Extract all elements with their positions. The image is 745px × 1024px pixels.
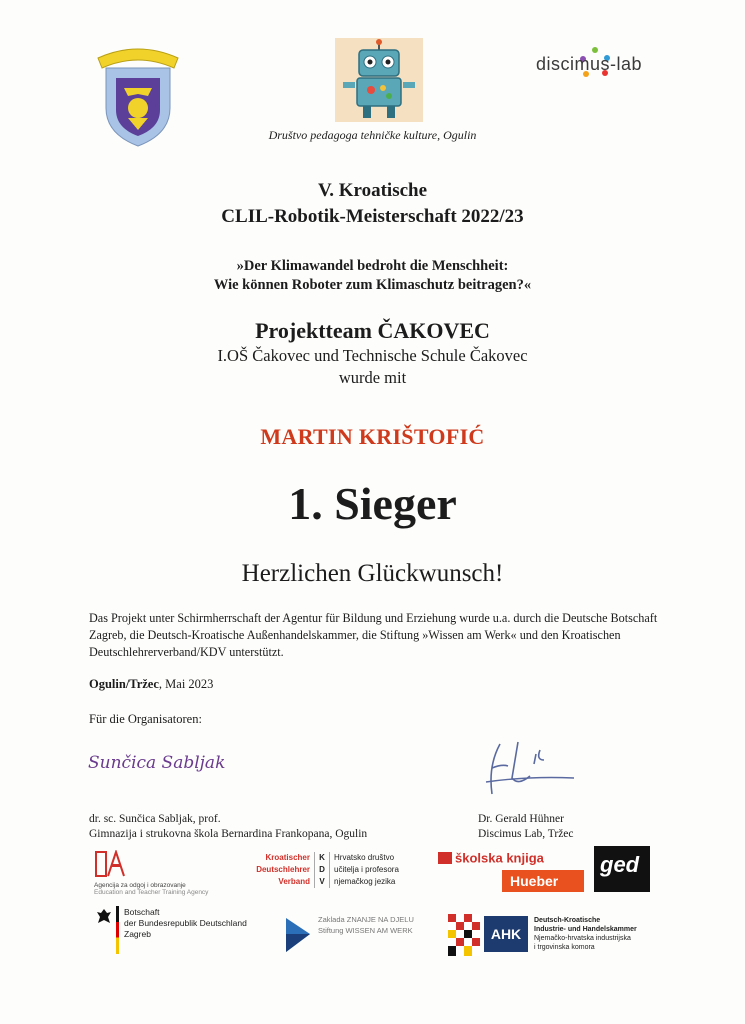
place-label: Ogulin/Tržec	[89, 677, 159, 691]
right-signatory-name: Dr. Gerald Hühner	[478, 813, 564, 825]
support-paragraph: Das Projekt unter Schirmherrschaft der Agentur für Bildung und Erziehung wurde u.a. durch die Deutsche Botschaft Zagreb, die Deutsch-Kroatische Außenhandelskammer, die Stiftung »Wissen am Werk« und den Kroatischen Deutschlehrerverband/KDV unterstützt.	[89, 611, 658, 659]
embassy-line-3: Zagreb	[124, 929, 151, 939]
place-heading: 1. Sieger	[288, 478, 457, 529]
ahk-logo	[448, 912, 648, 958]
date-label: , Mai 2023	[158, 677, 214, 691]
ahk-line-2: Industrie- und Handelskammer	[534, 926, 637, 933]
kdv-left-3: Verband	[278, 877, 310, 886]
left-signatory-name: dr. sc. Sunčica Sabljak, prof.	[89, 813, 221, 825]
ahk-checker-icon	[448, 914, 480, 956]
flag-stripe	[116, 906, 119, 954]
kdv-letter-k: K	[319, 853, 325, 862]
ahk-line-3: Njemačko-hrvatska industrijska	[534, 935, 631, 942]
motto-line-2: Wie können Roboter zum Klimaschutz beitragen?«	[213, 277, 532, 293]
kdv-letter-d: D	[319, 865, 325, 874]
organizers-label: Für die Organisatoren:	[89, 712, 202, 726]
schools-line: I.OŠ Čakovec und Technische Schule Čakovec	[217, 346, 528, 365]
eagle-icon	[96, 908, 112, 926]
robot-logo	[335, 38, 423, 122]
agency-line-2: Education and Teacher Training Agency	[94, 889, 209, 896]
embassy-line-1: Botschaft	[124, 907, 160, 917]
right-signatory	[478, 812, 574, 842]
discimus-lab-logo	[536, 46, 686, 80]
foundation-line-1: Zaklada ZNANJE NA DJELU	[318, 915, 414, 924]
society-caption: Društvo pedagoga tehničke kulture, Ogulin	[268, 128, 477, 142]
agency-emblem-icon	[94, 850, 128, 878]
kdv-right-1: Hrvatsko društvo	[334, 853, 395, 862]
left-signatory	[89, 812, 367, 842]
wurde-mit-line: wurde mit	[338, 368, 407, 387]
kdv-letter-v: V	[319, 877, 325, 886]
ahk-line-4: i trgovinska komora	[534, 944, 595, 951]
right-signatory-org: Discimus Lab, Tržec	[478, 828, 574, 840]
team-name: Projektteam ČAKOVEC	[255, 318, 490, 343]
agency-line-1: Agencija za odgoj i obrazovanje	[94, 882, 186, 889]
ahk-badge: AHK	[484, 916, 528, 952]
title-line-2: CLIL-Robotik-Meisterschaft 2022/23	[221, 206, 524, 227]
kdv-right-3: njemačkog jezika	[334, 877, 396, 886]
skolska-knjiga-logo	[438, 849, 544, 867]
embassy-logo	[94, 906, 264, 954]
title-line-1: V. Kroatische	[317, 180, 428, 201]
kdv-right-2: učitelja i profesora	[334, 865, 399, 874]
ged-logo	[594, 846, 650, 892]
place-date-line	[89, 677, 213, 692]
congratulations: Herzlichen Glückwunsch!	[241, 560, 504, 587]
agency-logo	[94, 850, 244, 896]
skolska-mark-icon	[438, 852, 452, 864]
kdv-logo	[252, 852, 422, 892]
right-signature	[478, 736, 578, 800]
ged-text: ged	[600, 852, 640, 877]
kdv-left-2: Deutschlehrer	[256, 865, 310, 874]
foundation-mark-icon	[280, 916, 314, 954]
skolska-text: školska knjiga	[455, 850, 544, 866]
motto-line-1: »Der Klimawandel bedroht die Menschheit:	[236, 258, 509, 274]
embassy-line-2: der Bundesrepublik Deutschland	[124, 918, 247, 928]
foundation-line-2: Stiftung WISSEN AM WERK	[318, 926, 413, 935]
ahk-line-1: Deutsch-Kroatische	[534, 917, 601, 924]
winner-name: MARTIN KRIŠTOFIĆ	[260, 424, 485, 449]
discimus-logo-text: discimus-lab	[536, 54, 643, 74]
left-signature: Sunčica Sabljak	[88, 753, 226, 773]
hueber-logo: Hueber	[502, 870, 584, 892]
left-signatory-org: Gimnazija i strukovna škola Bernardina Frankopana, Ogulin	[89, 828, 368, 840]
kdv-left-1: Kroatischer	[265, 853, 310, 862]
foundation-logo	[280, 912, 440, 956]
